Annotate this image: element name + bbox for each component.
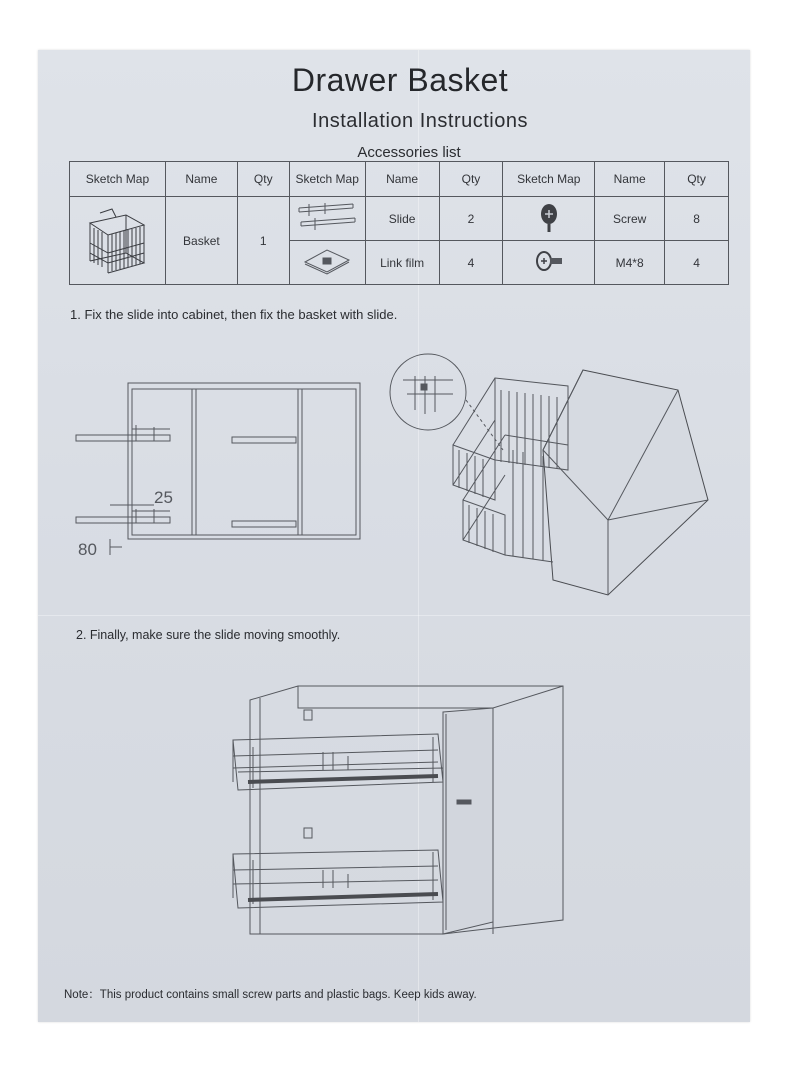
table-header-row	[70, 162, 729, 197]
safety-note: Note：This product contains small screw parts and plastic bags. Keep kids away.	[64, 989, 477, 1001]
column-header: Sketch Map	[70, 162, 166, 197]
item-qty-basket: 1	[237, 197, 289, 285]
item-qty-screw: 8	[665, 197, 729, 241]
item-name-link-film: Link film	[365, 241, 439, 285]
item-name-slide: Slide	[365, 197, 439, 241]
item-name-bolt: M4*8	[595, 241, 665, 285]
spacing-label-25: 25	[154, 488, 173, 507]
item-qty-slide: 2	[439, 197, 503, 241]
page-title: Drawer Basket	[291, 62, 509, 98]
link-film-icon	[289, 241, 365, 285]
slide-rail-icon	[289, 197, 365, 241]
column-header: Qty	[665, 162, 729, 197]
wire-basket-icon	[70, 197, 166, 285]
column-header: Name	[165, 162, 237, 197]
accessories-table	[69, 161, 729, 285]
column-header: Qty	[237, 162, 289, 197]
table-row	[70, 197, 729, 241]
step-1-text: 1. Fix the slide into cabinet, then fix the basket with slide.	[70, 307, 398, 322]
column-header: Sketch Map	[503, 162, 595, 197]
spacing-label-80: 80	[78, 540, 97, 559]
item-qty-bolt: 4	[665, 241, 729, 285]
column-header: Qty	[439, 162, 503, 197]
cabinet-baskets-diagram	[228, 672, 573, 940]
column-header: Name	[595, 162, 665, 197]
screw-icon	[503, 197, 595, 241]
bolt-icon	[503, 241, 595, 285]
column-header: Sketch Map	[289, 162, 365, 197]
column-header: Name	[365, 162, 439, 197]
paper-fold-horizontal	[38, 615, 750, 616]
item-name-basket: Basket	[165, 197, 237, 285]
page-subtitle: Installation Instructions	[312, 110, 528, 132]
basket-perspective-diagram	[383, 350, 713, 605]
cabinet-front-diagram	[70, 375, 370, 560]
accessories-title: Accessories list	[357, 144, 461, 161]
item-name-screw: Screw	[595, 197, 665, 241]
step-2-text: 2. Finally, make sure the slide moving smoothly.	[76, 628, 341, 642]
item-qty-link-film: 4	[439, 241, 503, 285]
